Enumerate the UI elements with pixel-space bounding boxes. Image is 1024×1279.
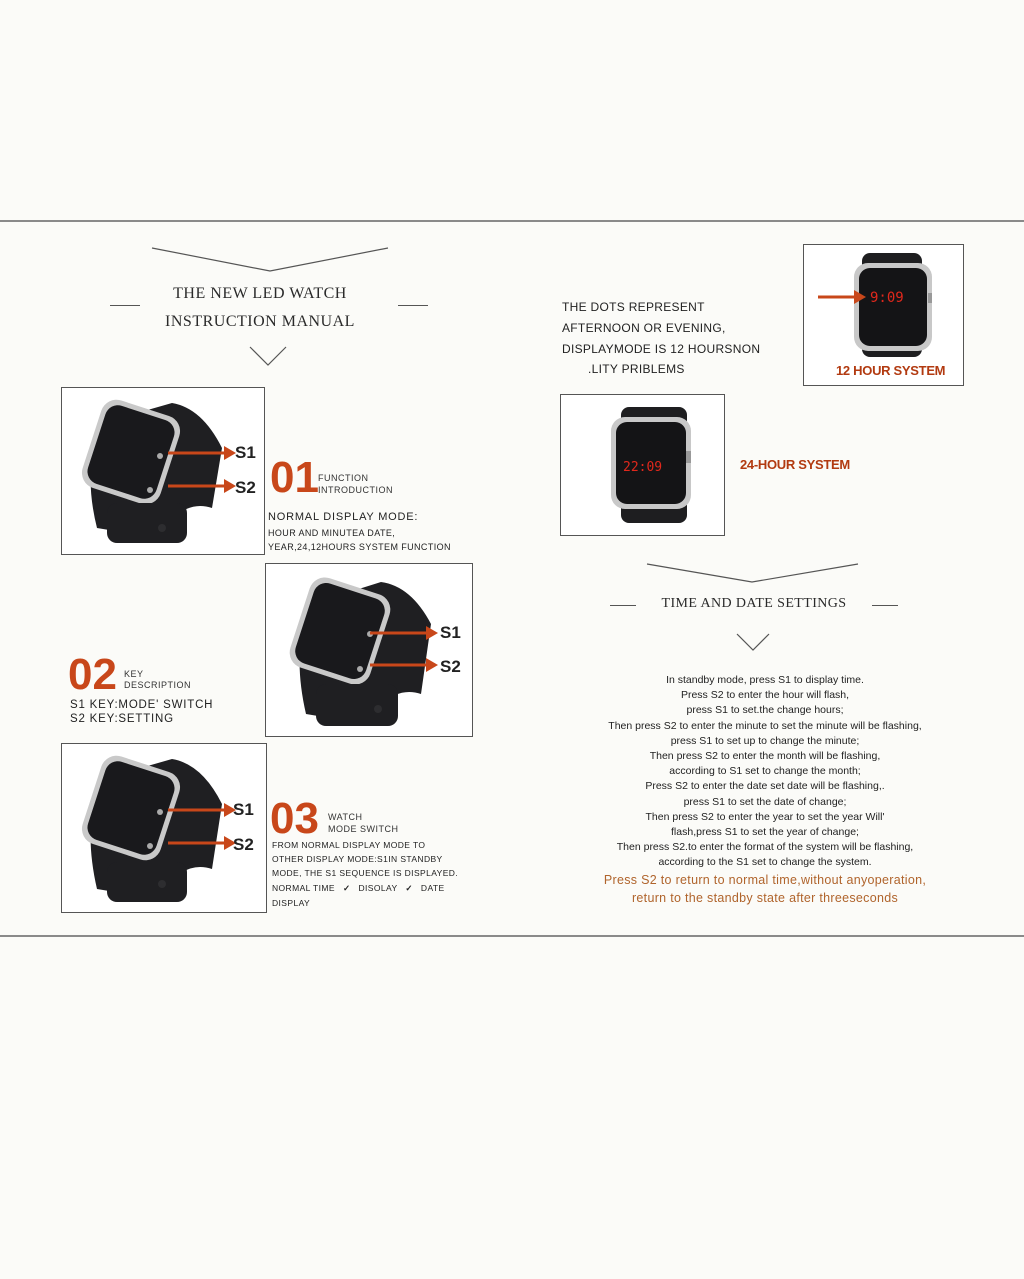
section-02-number: 02 [68,650,117,699]
step-line: according to S1 set to change the month; [669,765,861,778]
section-03-line3: MODE, THE S1 SEQUENCE IS DISPLAYED. [272,868,459,878]
section-01-sub1: FUNCTION [318,473,369,483]
section-02-line1: S1 KEY:MODE' SWITCH [70,699,214,711]
check-icon: ✓ [405,883,413,893]
watch-image-box-2 [265,563,473,737]
step-line: flash,press S1 to set the year of change; [671,826,859,839]
led-display-12h: 9:09 [870,290,904,306]
section-02-line2: S2 KEY:SETTING [70,713,174,725]
section-03-line4b: DISOLAY [358,883,398,893]
section-02-sub1: KEY [124,669,144,679]
step-line: Then press S2 to enter the year to set the year Will' [645,810,885,823]
twenty-four-hour-label: 24-HOUR SYSTEM [740,457,850,472]
key-label-s1: S1 [235,443,256,462]
section-03-line4c: DATE [420,883,445,893]
watch-illustration-2 [266,564,472,736]
final-note-line1: Press S2 to return to normal time,without anyoperation, [603,872,927,887]
twelve-hour-label: 12 HOUR SYSTEM [836,363,946,378]
section-03-line4 [272,881,445,895]
twelve-hour-image-box [803,244,964,386]
step-line: In standby mode, press S1 to display time. [666,674,864,686]
section-03-line5: DISPLAY [272,898,311,908]
section-03-number: 03 [270,794,319,843]
check-icon: ✓ [342,883,351,893]
step-line: press S1 to set.the change hours; [686,704,844,717]
manual-title-line2: INSTRUCTION MANUAL [165,313,355,330]
section-03-line2: OTHER DISPLAY MODE:S1IN STANDBY [272,854,443,864]
top-divider [0,220,1024,222]
section-01-heading: NORMAL DISPLAY MODE: [268,511,419,523]
key-label-s2-3: S2 [233,835,254,854]
settings-dash-left [610,605,636,606]
manual-title-line1: THE NEW LED WATCH [173,285,347,302]
section-03-sub1: WATCH [328,812,363,822]
section-03-sub2: MODE SWITCH [328,824,399,834]
key-label-s1-2: S1 [440,623,461,642]
step-line: Then press S2 to enter the month will be flashing, [649,750,881,763]
dots-note-line2: AFTERNOON OR EVENING, [562,321,726,335]
step-line: according to the S1 set to change the system. [658,856,872,869]
final-note-line2: return to the standby state after threeseconds [631,890,899,905]
title-dash-right [398,305,428,306]
step-line: press S1 to set up to change the minute; [670,734,860,747]
title-chevron-bottom [248,345,288,369]
key-label-s1-3: S1 [233,800,254,819]
arrows-box-1 [168,440,238,496]
settings-dash-right [872,605,898,606]
dots-note-line3: DISPLAYMODE IS 12 HOURSNON [562,342,761,356]
twenty-four-hour-image-box [560,394,725,536]
watch-24h-illustration [561,395,724,535]
led-display-24h: 22:09 [623,460,663,475]
step-line: press S1 to set the date of change; [683,795,847,808]
settings-chevron-top [645,562,860,586]
dots-note-line4: .LITY PRIBLEMS [588,362,685,376]
section-01-number: 01 [270,453,319,502]
section-02-sub2: DESCRIPTION [124,680,192,690]
arrows-box-3 [168,797,238,853]
bottom-divider [0,935,1024,937]
section-01-sub2: INTRODUCTION [318,485,393,495]
step-line: Then press S2 to enter the minute to set the minute will be flashing, [608,719,922,732]
section-03-line1: FROM NORMAL DISPLAY MODE TO [272,840,426,850]
section-01-line2: YEAR,24,12HOURS SYSTEM FUNCTION [268,542,451,552]
step-line: Then press S2.to enter the format of the system will be flashing, [616,841,914,854]
settings-title: TIME AND DATE SETTINGS [661,596,847,611]
title-chevron-top [150,245,390,275]
key-label-s2-2: S2 [440,657,461,676]
key-label-s2: S2 [235,478,256,497]
step-line: Press S2 to enter the hour will flash, [680,689,850,702]
step-line: Press S2 to enter the date set date will be flashing,. [645,780,885,793]
section-01-line1: HOUR AND MINUTEA DATE, [268,528,396,538]
dots-note-line1: THE DOTS REPRESENT [562,300,705,314]
settings-steps [555,673,975,907]
section-03-line4a: NORMAL TIME [272,883,335,893]
arrows-box-2 [370,622,440,678]
settings-chevron-bottom [735,632,771,654]
